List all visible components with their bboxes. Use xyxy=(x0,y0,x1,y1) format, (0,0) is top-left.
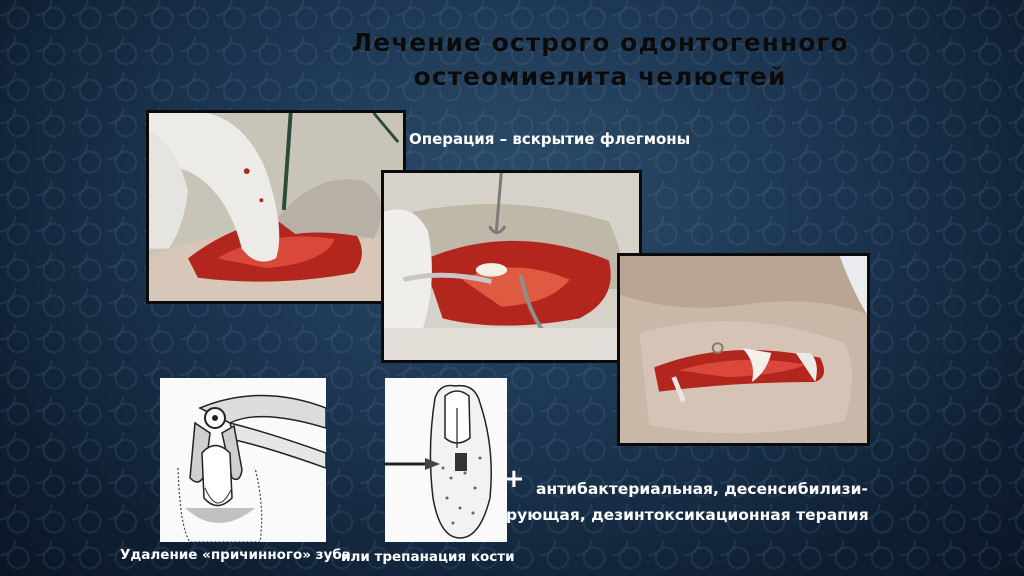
therapy-line-1: антибактериальная, десенсибилизи- xyxy=(536,480,868,498)
therapy-line-2: рующая, дезинтоксикационная терапия xyxy=(506,506,869,524)
slide-title-line-2: остеомиелита челюстей xyxy=(413,62,787,91)
slide-title-line-1: Лечение острого одонтогенного xyxy=(351,28,849,57)
bone-trepanation-drawing xyxy=(385,378,507,542)
surgery-photo-2 xyxy=(381,170,642,363)
slide-title xyxy=(300,26,900,94)
trepanation-caption: или трепанация кости xyxy=(341,549,515,565)
surgery-photo-3 xyxy=(617,253,870,446)
tooth-extraction-drawing xyxy=(160,378,326,542)
plus-sign: + xyxy=(503,464,525,494)
extraction-caption: Удаление «причинного» зуба xyxy=(120,547,351,563)
therapy-text xyxy=(506,476,966,528)
operation-subtitle: Операция – вскрытие флегмоны xyxy=(409,130,691,148)
surgery-photo-1 xyxy=(146,110,406,304)
